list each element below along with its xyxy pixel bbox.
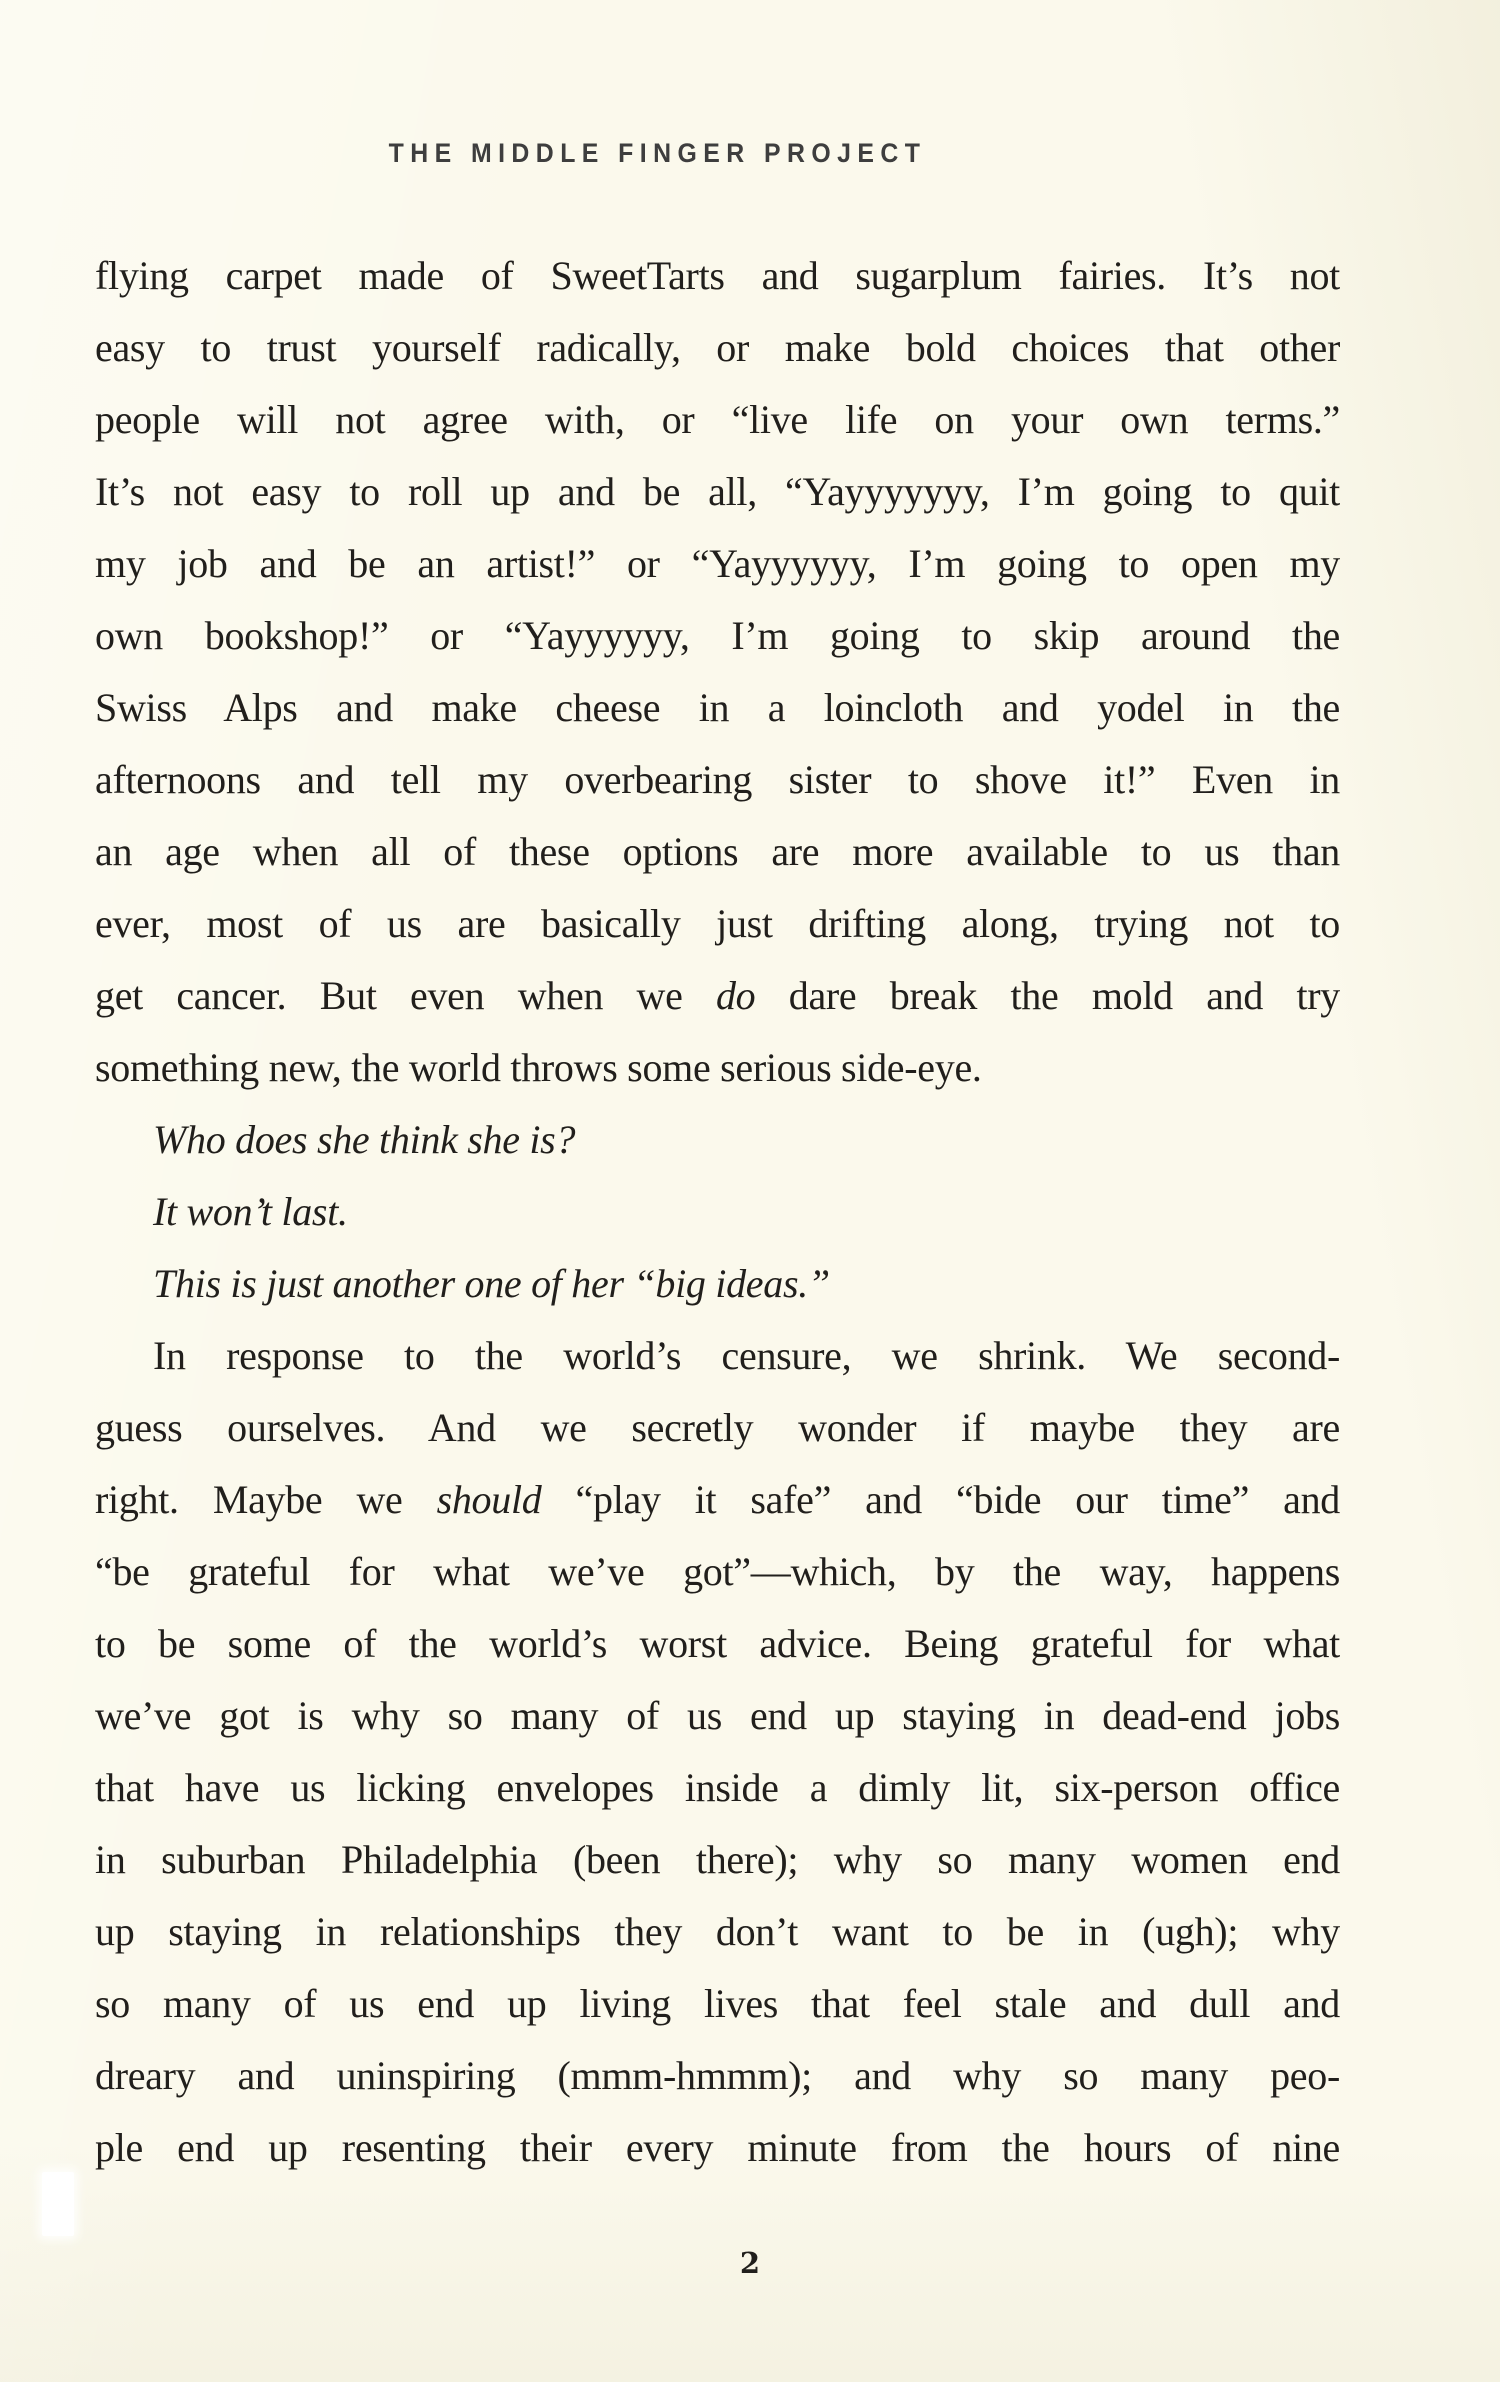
text-line <box>95 1608 1340 1680</box>
text-line <box>95 1464 1340 1536</box>
text-segment: “play it safe” and “bide our time” and <box>541 1477 1340 1522</box>
text-segment: dreary and uninspiring (mmm-hmmm); and why so many peo- <box>95 2053 1340 2098</box>
text-line <box>95 240 1340 312</box>
text-line <box>95 1896 1340 1968</box>
text-segment: something new, the world throws some serious side-eye. <box>95 1045 982 1090</box>
text-segment: people will not agree with, or “live life on your own terms.” <box>95 397 1340 442</box>
text-line <box>95 312 1340 384</box>
text-line <box>95 888 1340 960</box>
text-line <box>95 528 1340 600</box>
text-segment: own bookshop!” or “Yayyyyyy, I’m going to skip around the <box>95 613 1340 658</box>
text-line <box>95 816 1340 888</box>
text-segment: Swiss Alps and make cheese in a loincloth and yodel in the <box>95 685 1340 730</box>
text-line <box>95 600 1340 672</box>
text-segment: in suburban Philadelphia (been there); why so many women end <box>95 1837 1340 1882</box>
text-line <box>95 1536 1340 1608</box>
text-line <box>95 1320 1340 1392</box>
scan-artifact <box>42 2172 74 2236</box>
text-segment: easy to trust yourself radically, or make bold choices that other <box>95 325 1340 370</box>
text-line <box>95 1104 1340 1176</box>
page-number: 2 <box>739 2246 761 2280</box>
text-line <box>95 1968 1340 2040</box>
text-segment: my job and be an artist!” or “Yayyyyyy, I’m going to open my <box>95 541 1340 586</box>
text-line <box>95 1680 1340 1752</box>
text-segment: to be some of the world’s worst advice. Being grateful for what <box>95 1621 1340 1666</box>
italic-text-segment: do <box>715 973 756 1018</box>
text-segment: In response to the world’s censure, we shrink. We second- <box>153 1333 1340 1378</box>
text-line <box>95 1752 1340 1824</box>
text-line <box>95 744 1340 816</box>
text-line <box>95 384 1340 456</box>
text-segment: dare break the mold and try <box>755 973 1340 1018</box>
text-segment: we’ve got is why so many of us end up staying in dead-end jobs <box>95 1693 1340 1738</box>
text-line <box>95 456 1340 528</box>
text-segment: right. Maybe we <box>95 1477 437 1522</box>
text-line <box>95 672 1340 744</box>
text-segment: “be grateful for what we’ve got”—which, by the way, happens <box>95 1549 1340 1594</box>
text-segment: flying carpet made of SweetTarts and sugarplum fairies. It’s not <box>95 253 1340 298</box>
text-segment: afternoons and tell my overbearing sister to shove it!” Even in <box>95 757 1340 802</box>
text-line <box>95 2040 1340 2112</box>
italic-text-segment: Who does she think she is? <box>153 1117 576 1162</box>
text-segment: up staying in relationships they don’t want to be in (ugh); why <box>95 1909 1340 1954</box>
text-line <box>95 2112 1340 2184</box>
text-segment: that have us licking envelopes inside a dimly lit, six-person office <box>95 1765 1340 1810</box>
body-text <box>95 240 1340 2184</box>
text-line <box>95 1032 1340 1104</box>
text-segment: an age when all of these options are more available to us than <box>95 829 1340 874</box>
text-segment: It’s not easy to roll up and be all, “Yayyyyyyy, I’m going to quit <box>95 469 1340 514</box>
text-line <box>95 1824 1340 1896</box>
text-segment: ple end up resenting their every minute from the hours of nine <box>95 2125 1340 2170</box>
text-segment: ever, most of us are basically just drifting along, trying not to <box>95 901 1340 946</box>
text-segment: guess ourselves. And we secretly wonder if maybe they are <box>95 1405 1340 1450</box>
running-head: THE MIDDLE FINGER PROJECT <box>388 138 927 168</box>
italic-text-segment: This is just another one of her “big ideas.” <box>153 1261 830 1306</box>
text-line <box>95 960 1340 1032</box>
text-line <box>95 1392 1340 1464</box>
italic-text-segment: It won’t last. <box>153 1189 348 1234</box>
text-line <box>95 1176 1340 1248</box>
text-line <box>95 1248 1340 1320</box>
text-segment: get cancer. But even when we <box>95 973 716 1018</box>
italic-text-segment: should <box>436 1477 542 1522</box>
text-segment: so many of us end up living lives that feel stale and dull and <box>95 1981 1340 2026</box>
